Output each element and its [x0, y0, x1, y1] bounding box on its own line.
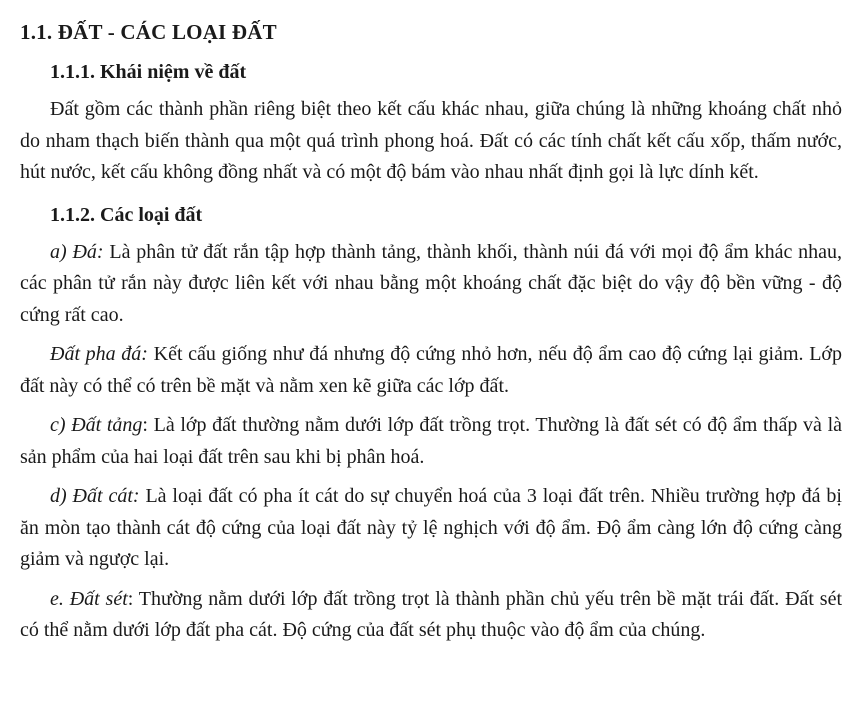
- term-description: : Thường nằm dưới lớp đất trồng trọt là thành phần chủ yếu trên bề mặt trái đất. Đất sét có thể nằm dưới lớp đất pha cát. Độ cứng của đất sét phụ thuộc vào độ ẩm của chúng.: [20, 587, 842, 641]
- term-label: Đất pha đá:: [50, 343, 148, 365]
- term-description: : Là lớp đất thường nằm dưới lớp đất trồng trọt. Thường là đất sét có độ ẩm thấp và là sản phẩm của hai loại đất trên sau khi bị phân hoá.: [20, 414, 843, 468]
- term-label: c) Đất tảng: [50, 414, 143, 436]
- soil-type-rock: [20, 237, 842, 332]
- soil-type-sandy-soil: [20, 481, 842, 576]
- soil-type-layer-soil: [20, 410, 842, 473]
- term-label: a) Đá:: [50, 240, 104, 263]
- term-label: e. Đất sét: [50, 587, 128, 610]
- concept-paragraph: Đất gồm các thành phần riêng biệt theo kết cấu khác nhau, giữa chúng là những khoáng chất nhỏ do nham thạch biến thành qua một quá trình phong hoá. Đất có các tính chất kết cấu xốp, thấm nước, hút nước, kết cấu không đồng nhất và có một độ bám vào nhau nhất định gọi là lực dính kết.: [20, 98, 842, 183]
- term-description: Là loại đất có pha ít cát do sự chuyển hoá của 3 loại đất trên. Nhiều trường hợp đá bị ăn mòn tạo thành cát độ cứng của loại đất này tỷ lệ nghịch với độ ẩm. Độ ẩm càng lớn độ cứng càng giảm và ngược lại.: [20, 485, 842, 570]
- section-title: 1.1. ĐẤT - CÁC LOẠI ĐẤT: [20, 20, 277, 44]
- soil-type-rocky-soil: [20, 339, 842, 402]
- subsection-title-soil-types: 1.1.2. Các loại đất: [50, 203, 203, 226]
- term-label: d) Đất cát:: [50, 485, 140, 507]
- soil-type-clay: [20, 584, 842, 647]
- term-description: Kết cấu giống như đá nhưng độ cứng nhỏ hơn, nếu độ ẩm cao độ cứng lại giảm. Lớp đất này có thể có trên bề mặt và nằm xen kẽ giữa các lớp đất.: [20, 343, 842, 397]
- term-description: Là phân tử đất rắn tập hợp thành tảng, thành khối, thành núi đá với mọi độ ẩm khác nhau, các phân tử rắn này được liên kết với nhau bằng một khoáng chất đặc biệt do vậy độ bền vững - độ cứng rất cao.: [20, 240, 843, 326]
- document-page: [20, 18, 842, 647]
- subsection-title-concept: 1.1.1. Khái niệm về đất: [50, 61, 247, 83]
